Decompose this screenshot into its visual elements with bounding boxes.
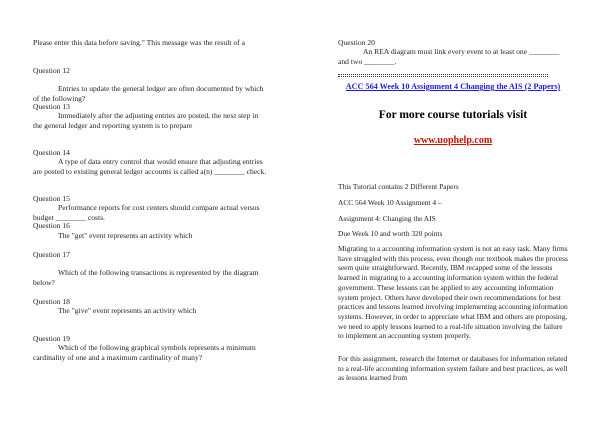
question-12-text: Entries to update the general ledger are often documented by which of the following? (33, 84, 264, 103)
question-20-text: An REA diagram must link every event to at least one ________ and two ________. (338, 47, 560, 66)
question-16-text: The "get" event represents an activity which (58, 231, 193, 240)
body-paragraph-1: Migrating to a accounting information system is not an easy task. Many firms have struggled with this process, even though our textbook makes the process seem quite straightforward. Recently, IBM recapped some of the lessons learned in migrating to a accounting information system within the federal government. These lessons can be applied to any accounting information system project. Others have developed their own recommendations for best practices and lessons learned involving implementing accounting information systems. However, in order to appreciate what IBM and others are proposing, we need to apply lessons learned to a real-life situation involving the failure to implement an accounting system properly. (338, 244, 568, 341)
dotted-separator (338, 74, 548, 77)
question-15-text: Performance reports for cost centers should compare actual versus budget ________ costs. (33, 203, 260, 222)
tutorial-contains-text: This Tutorial contains 2 Different Papers (338, 182, 459, 191)
question-12-label: Question 12 (33, 66, 70, 75)
body-paragraph-2: For this assignment, research the Internet or databases for information related to a real-life accounting information system failure and best practices, as well as lessons learned from (338, 354, 568, 383)
question-20-label: Question 20 (338, 38, 375, 47)
question-14-label: Question 14 (33, 148, 70, 157)
question-11-fragment: Please enter this data before saving." This message was the result of a (33, 38, 245, 47)
website-link[interactable]: www.uophelp.com (413, 135, 493, 146)
question-15-label: Question 15 (33, 194, 70, 203)
question-19-label: Question 19 (33, 334, 70, 343)
assignment-name-text: Assignment 4: Changing the AIS (338, 214, 436, 223)
due-week-text: Due Week 10 and worth 320 points (338, 229, 443, 238)
question-17-label: Question 17 (33, 250, 70, 259)
tutorials-visit-heading: For more course tutorials visit (378, 109, 528, 121)
question-16-label: Question 16 (33, 221, 70, 230)
question-18-label: Question 18 (33, 297, 70, 306)
acc-assignment-text: ACC 564 Week 10 Assignment 4 – (338, 198, 442, 207)
question-17-text: Which of the following transactions is represented by the diagram below? (33, 268, 259, 287)
question-18-text: The "give" event represents an activity which (58, 306, 197, 315)
question-14-text: A type of data entry control that would ensure that adjusting entries are posted to existing general ledger accounts is called a(n) ________ check. (33, 157, 267, 176)
question-19-text: Which of the following graphical symbols represents a minimum cardinality of one and a maximum cardinality of many? (33, 343, 256, 362)
assignment-title-link[interactable]: ACC 564 Week 10 Assignment 4 Changing the AIS (2 Papers) (345, 82, 561, 91)
question-13-label: Question 13 (33, 102, 70, 111)
question-13-text: Immediately after the adjusting entries are posted, the next step in the general ledger and reporting system is to prepare (33, 111, 259, 130)
